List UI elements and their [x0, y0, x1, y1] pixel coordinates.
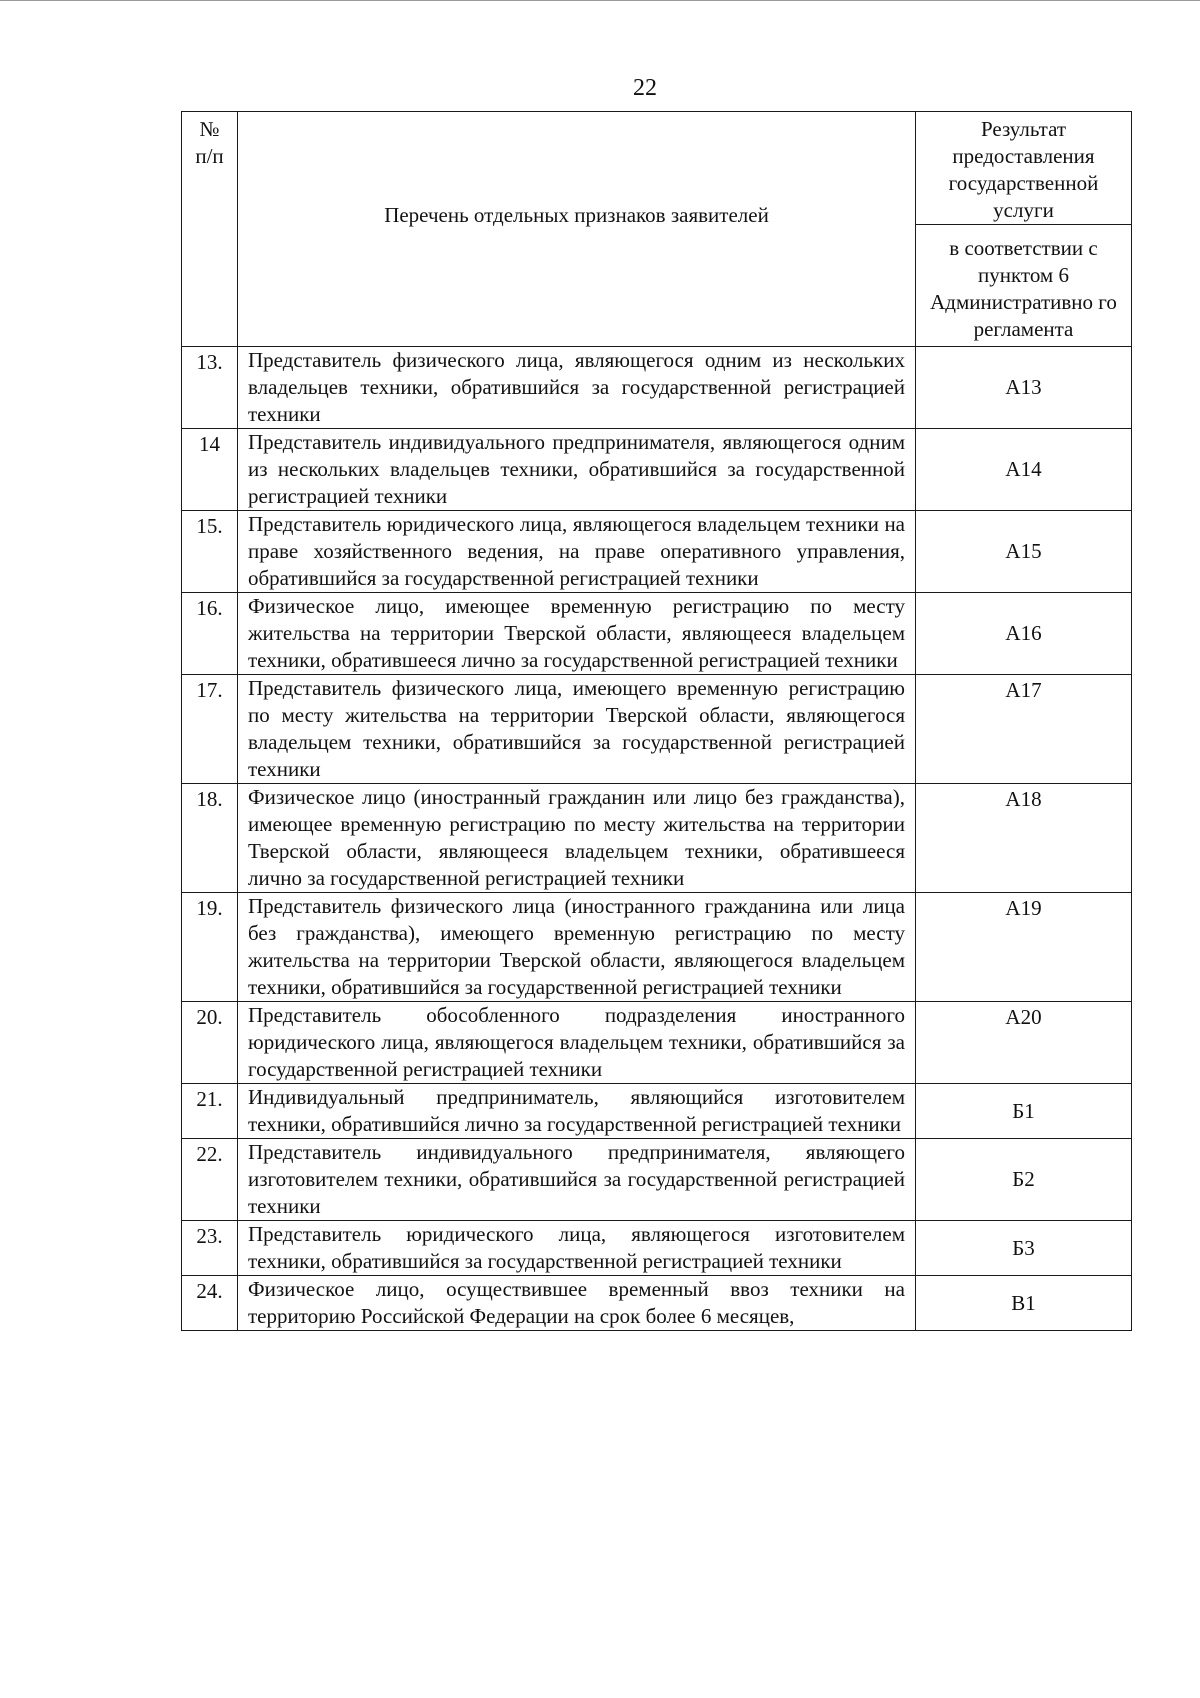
row-result-code: А16	[916, 593, 1132, 675]
header-result-sub-label: в соответствии с пунктом 6 Административно го регламента	[930, 236, 1117, 341]
row-number: 16.	[182, 593, 238, 675]
table-row	[182, 593, 1132, 675]
header-number-label: № п/п	[195, 117, 224, 168]
table-row	[182, 1276, 1132, 1331]
header-result-sub-cell	[916, 225, 1132, 347]
header-list-label: Перечень отдельных признаков заявителей	[384, 202, 769, 227]
row-number: 14	[182, 429, 238, 511]
table-row	[182, 1002, 1132, 1084]
row-number: 15.	[182, 511, 238, 593]
scan-top-edge	[0, 0, 1200, 1]
row-result-code: А20	[916, 1002, 1132, 1084]
row-number: 24.	[182, 1276, 238, 1331]
row-number: 21.	[182, 1084, 238, 1139]
table-row	[182, 675, 1132, 784]
header-number-cell	[182, 112, 238, 347]
row-description: Представитель юридического лица, являющегося изготовителем техники, обратившийся за государственной регистрацией техники	[238, 1221, 916, 1276]
table-row	[182, 1084, 1132, 1139]
row-result-code: А19	[916, 893, 1132, 1002]
header-result-label: Результат предоставления государственной услуги	[948, 117, 1099, 222]
applicant-features-table	[181, 111, 1132, 1331]
row-result-code: А13	[916, 347, 1132, 429]
row-result-code: А17	[916, 675, 1132, 784]
row-description: Представитель обособленного подразделения иностранного юридического лица, являющегося владельцем техники, обратившийся за государственной регистрацией техники	[238, 1002, 916, 1084]
row-number: 13.	[182, 347, 238, 429]
row-number: 20.	[182, 1002, 238, 1084]
row-description: Индивидуальный предприниматель, являющийся изготовителем техники, обратившийся лично за государственной регистрацией техники	[238, 1084, 916, 1139]
row-result-code: А18	[916, 784, 1132, 893]
table-row	[182, 347, 1132, 429]
row-number: 17.	[182, 675, 238, 784]
row-number: 18.	[182, 784, 238, 893]
table-row	[182, 784, 1132, 893]
row-description: Физическое лицо, имеющее временную регистрацию по месту жительства на территории Тверской области, являющееся владельцем техники, обратившееся лично за государственной регистрацией техники	[238, 593, 916, 675]
row-result-code: Б2	[916, 1139, 1132, 1221]
header-result-cell	[916, 112, 1132, 225]
row-result-code: Б1	[916, 1084, 1132, 1139]
row-description: Представитель физического лица, являющегося одним из нескольких владельцев техники, обратившийся за государственной регистрацией техники	[238, 347, 916, 429]
row-description: Физическое лицо, осуществившее временный ввоз техники на территорию Российской Федерации на срок более 6 месяцев,	[238, 1276, 916, 1331]
row-description: Представитель индивидуального предпринимателя, являющего изготовителем техники, обратившийся за государственной регистрацией техники	[238, 1139, 916, 1221]
row-result-code: А14	[916, 429, 1132, 511]
row-number: 19.	[182, 893, 238, 1002]
table-row	[182, 1221, 1132, 1276]
row-result-code: Б3	[916, 1221, 1132, 1276]
table-row	[182, 1139, 1132, 1221]
row-description: Представитель физического лица (иностранного гражданина или лица без гражданства), имеющего временную регистрацию по месту жительства на территории Тверской области, являющегося владельцем техники, обратившийся за государственной регистрацией техники	[238, 893, 916, 1002]
row-result-code: В1	[916, 1276, 1132, 1331]
table-header-row-1	[182, 112, 1132, 225]
row-number: 23.	[182, 1221, 238, 1276]
header-list-cell	[238, 112, 916, 347]
page-number: 22	[633, 75, 657, 101]
row-description: Физическое лицо (иностранный гражданин или лицо без гражданства), имеющее временную регистрацию по месту жительства на территории Тверской области, являющееся владельцем техники, обратившееся лично за государственной регистрацией техники	[238, 784, 916, 893]
table-row	[182, 429, 1132, 511]
row-description: Представитель юридического лица, являющегося владельцем техники на праве хозяйственного ведения, на праве оперативного управления, обратившийся за государственной регистрацией техники	[238, 511, 916, 593]
row-result-code: А15	[916, 511, 1132, 593]
table-row	[182, 511, 1132, 593]
table-row	[182, 893, 1132, 1002]
row-number: 22.	[182, 1139, 238, 1221]
row-description: Представитель индивидуального предпринимателя, являющегося одним из нескольких владельцев техники, обратившийся за государственной регистрацией техники	[238, 429, 916, 511]
row-description: Представитель физического лица, имеющего временную регистрацию по месту жительства на территории Тверской области, являющегося владельцем техники, обратившийся за государственной регистрацией техники	[238, 675, 916, 784]
